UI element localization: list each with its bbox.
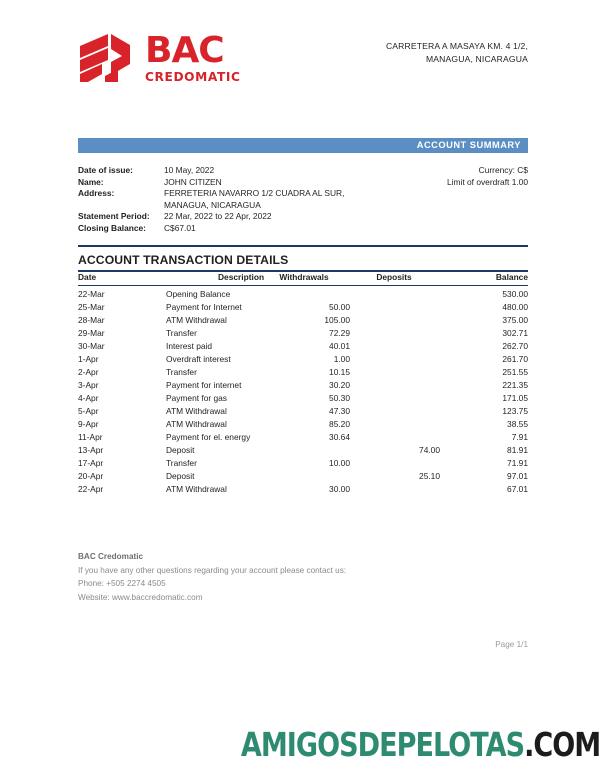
cell-date: 9-Apr bbox=[78, 419, 99, 429]
cell-description: Deposit bbox=[166, 471, 195, 481]
bank-address-line-1: CARRETERA A MASAYA KM. 4 1/2, bbox=[385, 41, 528, 51]
cell-description: Opening Balance bbox=[166, 289, 231, 299]
summary-row-name bbox=[78, 177, 528, 189]
cell-balance: 81.91 bbox=[507, 445, 528, 455]
cell-date: 28-Mar bbox=[78, 315, 105, 325]
cell-description: ATM Withdrawal bbox=[166, 419, 227, 429]
cell-date: 17-Apr bbox=[78, 458, 104, 468]
cell-balance: 261.70 bbox=[502, 354, 528, 364]
table-row bbox=[78, 470, 528, 483]
cell-balance: 67.01 bbox=[507, 484, 528, 494]
table-row bbox=[78, 405, 528, 418]
account-summary-fields bbox=[78, 165, 528, 235]
transactions-column-headers bbox=[78, 272, 528, 284]
table-row bbox=[78, 288, 528, 301]
cell-balance: 480.00 bbox=[502, 302, 528, 312]
watermark-primary-text: AMIGOSDEPELOTAS bbox=[240, 725, 524, 764]
address-label: Address: bbox=[78, 188, 115, 199]
cell-withdrawals: 50.00 bbox=[329, 302, 350, 312]
cell-withdrawals: 50.30 bbox=[329, 393, 350, 403]
transactions-title: ACCOUNT TRANSACTION DETAILS bbox=[78, 253, 289, 267]
name-value: JOHN CITIZEN bbox=[164, 176, 222, 187]
bank-address-line-2: MANAGUA, NICARAGUA bbox=[425, 53, 528, 64]
cell-withdrawals: 85.20 bbox=[329, 419, 350, 429]
cell-withdrawals: 10.00 bbox=[329, 458, 350, 468]
bac-logo-wordmark bbox=[145, 30, 241, 84]
watermark-suffix-text: .COM bbox=[523, 725, 600, 764]
cell-deposits: 25.10 bbox=[419, 471, 440, 481]
page-number: Page 1/1 bbox=[495, 640, 528, 649]
cell-withdrawals: 40.01 bbox=[329, 341, 350, 351]
cell-date: 22-Mar bbox=[78, 289, 105, 299]
summary-row-closing-balance bbox=[78, 223, 528, 235]
site-watermark bbox=[241, 727, 600, 763]
logo-credomatic-text: CREDOMATIC bbox=[145, 70, 241, 84]
currency-value: Currency: C$ bbox=[478, 165, 528, 175]
cell-description: ATM Withdrawal bbox=[166, 406, 227, 416]
footer-website: Website: www.baccredomatic.com bbox=[78, 592, 203, 602]
cell-description: Interest paid bbox=[166, 341, 213, 351]
summary-row-statement-period bbox=[78, 211, 528, 223]
cell-description: Payment for gas bbox=[166, 393, 227, 403]
cell-withdrawals: 30.64 bbox=[329, 432, 350, 442]
cell-deposits: 74.00 bbox=[419, 445, 440, 455]
cell-date: 11-Apr bbox=[78, 432, 103, 442]
cell-balance: 38.55 bbox=[507, 419, 528, 429]
cell-date: 22-Apr bbox=[78, 484, 104, 494]
table-row bbox=[78, 457, 528, 470]
cell-withdrawals: 47.30 bbox=[329, 406, 350, 416]
cell-balance: 97.01 bbox=[507, 471, 528, 481]
footer-contact-line: If you have any other questions regarding your account please contact us: bbox=[78, 565, 347, 575]
address-value-line-2: MANAGUA, NICARAGUA bbox=[164, 199, 261, 210]
bac-logo-mark-icon bbox=[78, 32, 136, 84]
statement-period-value: 22 Mar, 2022 to 22 Apr, 2022 bbox=[164, 211, 272, 222]
summary-row-address bbox=[78, 188, 528, 200]
cell-description: Transfer bbox=[166, 328, 197, 338]
transactions-header-bottom-rule bbox=[78, 285, 528, 286]
cell-date: 30-Mar bbox=[78, 341, 105, 351]
cell-balance: 71.91 bbox=[507, 458, 528, 468]
cell-date: 13-Apr bbox=[78, 445, 104, 455]
overdraft-limit-value: Limit of overdraft 1.00 bbox=[447, 176, 528, 187]
cell-balance: 221.35 bbox=[502, 380, 528, 390]
cell-description: Deposit bbox=[166, 445, 195, 455]
table-row bbox=[78, 301, 528, 314]
statement-period-label: Statement Period: bbox=[78, 211, 150, 222]
closing-balance-label: Closing Balance: bbox=[78, 222, 146, 233]
cell-balance: 262.70 bbox=[502, 341, 528, 351]
summary-divider bbox=[78, 245, 528, 247]
closing-balance-value: C$67.01 bbox=[164, 222, 196, 233]
table-row bbox=[78, 353, 528, 366]
cell-description: Transfer bbox=[166, 367, 197, 377]
cell-description: Payment for Internet bbox=[166, 302, 242, 312]
cell-balance: 251.55 bbox=[502, 367, 528, 377]
cell-withdrawals: 30.00 bbox=[329, 484, 350, 494]
logo-bac-text: BAC bbox=[145, 30, 224, 71]
cell-withdrawals: 10.15 bbox=[329, 367, 350, 377]
table-row bbox=[78, 366, 528, 379]
document-footer bbox=[78, 550, 528, 604]
cell-balance: 7.91 bbox=[511, 432, 528, 442]
cell-date: 2-Apr bbox=[78, 367, 99, 377]
cell-description: ATM Withdrawal bbox=[166, 315, 227, 325]
summary-row-date-of-issue bbox=[78, 165, 528, 177]
transactions-table-body bbox=[78, 288, 528, 496]
cell-balance: 123.75 bbox=[502, 406, 528, 416]
table-row bbox=[78, 327, 528, 340]
cell-balance: 530.00 bbox=[502, 289, 528, 299]
cell-description: Payment for el. energy bbox=[166, 432, 251, 442]
document-header bbox=[0, 0, 608, 110]
cell-description: Transfer bbox=[166, 458, 197, 468]
column-header-date: Date bbox=[78, 272, 97, 282]
cell-date: 4-Apr bbox=[78, 393, 99, 403]
cell-description: Payment for internet bbox=[166, 380, 242, 390]
cell-withdrawals: 1.00 bbox=[333, 354, 350, 364]
column-header-deposits: Deposits bbox=[376, 272, 412, 282]
table-row bbox=[78, 418, 528, 431]
cell-date: 3-Apr bbox=[78, 380, 99, 390]
table-row bbox=[78, 483, 528, 496]
table-row bbox=[78, 431, 528, 444]
cell-date: 29-Mar bbox=[78, 328, 105, 338]
bac-credomatic-logo bbox=[78, 32, 241, 84]
cell-withdrawals: 30.20 bbox=[329, 380, 350, 390]
cell-withdrawals: 72.29 bbox=[329, 328, 350, 338]
table-row bbox=[78, 444, 528, 457]
table-row bbox=[78, 379, 528, 392]
column-header-description: Description bbox=[218, 272, 265, 282]
footer-company-name: BAC Credomatic bbox=[78, 552, 144, 561]
bank-address bbox=[386, 40, 528, 65]
account-summary-title: ACCOUNT SUMMARY bbox=[416, 140, 521, 150]
name-label: Name: bbox=[78, 176, 104, 187]
cell-description: ATM Withdrawal bbox=[166, 484, 227, 494]
date-of-issue-label: Date of issue: bbox=[78, 165, 133, 175]
table-row bbox=[78, 392, 528, 405]
table-row bbox=[78, 340, 528, 353]
summary-row-address-continued bbox=[78, 200, 528, 212]
account-summary-bar bbox=[78, 138, 528, 153]
table-row bbox=[78, 314, 528, 327]
cell-withdrawals: 105.00 bbox=[324, 315, 350, 325]
column-header-withdrawals: Withdrawals bbox=[279, 272, 329, 282]
cell-date: 20-Apr bbox=[78, 471, 104, 481]
date-of-issue-value: 10 May, 2022 bbox=[164, 165, 215, 175]
cell-date: 25-Mar bbox=[78, 302, 105, 312]
column-header-balance: Balance bbox=[495, 272, 528, 282]
footer-phone: Phone: +505 2274 4505 bbox=[78, 579, 166, 589]
cell-date: 5-Apr bbox=[78, 406, 99, 416]
cell-balance: 302.71 bbox=[502, 328, 528, 338]
cell-balance: 171.05 bbox=[502, 393, 528, 403]
cell-date: 1-Apr bbox=[78, 354, 99, 364]
cell-balance: 375.00 bbox=[502, 315, 528, 325]
address-value-line-1: FERRETERIA NAVARRO 1/2 CUADRA AL SUR, bbox=[164, 188, 345, 199]
cell-description: Overdraft interest bbox=[166, 354, 231, 364]
